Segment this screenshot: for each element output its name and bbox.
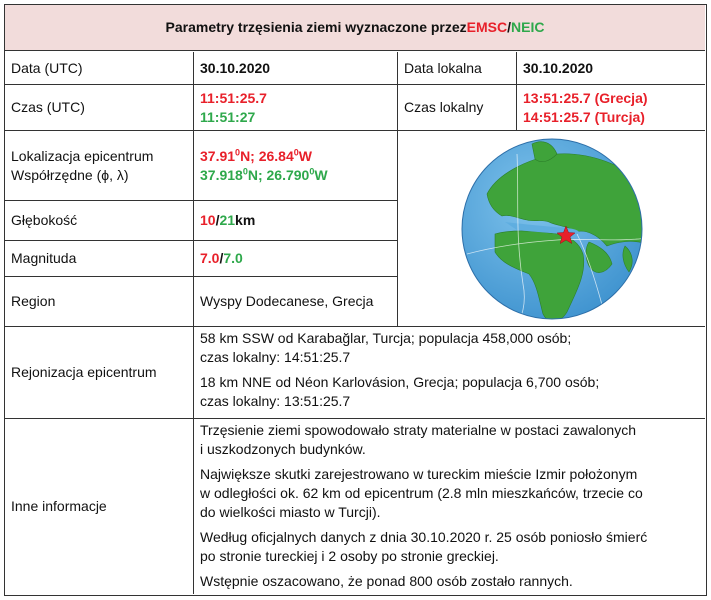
regionalization-label: Rejonizacja epicentrum (11, 364, 157, 380)
location-label: Lokalizacja epicentrum (11, 147, 154, 164)
time-emsc: 11:51:25.7 (200, 90, 267, 106)
region-value: Wyspy Dodecanese, Grecja (200, 293, 374, 309)
info-paragraph-injured: Wstępnie oszacowano, że ponad 800 osób zostało rannych. (200, 573, 573, 589)
header-neic: NEIC (511, 19, 545, 35)
date-label: Data (UTC) (11, 59, 83, 76)
magnitude-label: Magnituda (11, 250, 77, 266)
location-emsc: 37.91$^0$N; 26.84$^0$W (200, 146, 312, 164)
local-date-label-cell (398, 52, 517, 85)
location-label-cell (5, 131, 194, 201)
local-date-label: Data lokalna (404, 59, 482, 76)
magnitude-value-cell: 7.0 / 7.0 (194, 241, 398, 277)
location-value-cell (194, 131, 398, 201)
info-paragraph-damage: Trzęsienie ziemi spowodowało straty materialne w postaci zawalonych i uszkodzonych budynków. (200, 422, 637, 457)
regionalization-value-cell (194, 327, 705, 419)
local-date-value: 30.10.2020 (523, 59, 594, 76)
coordinates-label: Współrzędne (ϕ, λ) (11, 166, 129, 183)
time-neic: 11:51:27 (200, 109, 256, 125)
local-time-value-cell (517, 85, 705, 131)
magnitude-neic: 7.0 (223, 250, 243, 266)
header-emsc: EMSC (466, 19, 508, 35)
depth-label-cell (5, 201, 194, 241)
depth-value-cell: 10 / 21 km (194, 201, 398, 241)
region-label: Region (11, 293, 56, 309)
depth-unit: km (235, 212, 256, 228)
time-value-cell (194, 85, 398, 131)
date-value-cell (194, 52, 398, 85)
depth-neic: 21 (219, 212, 236, 228)
other-info-label-cell (5, 419, 194, 594)
header-title: Parametry trzęsienia ziemi wyznaczone przez (165, 19, 467, 35)
info-paragraph-casualties: Według oficjalnych danych z dnia 30.10.2020 r. 25 osób poniosło śmierć po stronie tureckiej i 2 osoby po stronie greckiej. (200, 529, 648, 564)
local-time-greece: 13:51:25.7 (Grecja) (523, 90, 648, 106)
regionalization-greece: 18 km NNE od Néon Karlovásion, Grecja; populacja 6,700 osób; czas lokalny: 13:51:25.7 (200, 374, 600, 409)
region-label-cell (5, 277, 194, 327)
info-paragraph-izmir: Największe skutki zarejestrowano w tureckim mieście Izmir położonym w odległości ok. 62 km od epicentrum (2.8 mln mieszkańców, trzecie co do wielkości miasto w Turcji). (200, 466, 643, 520)
other-info-label: Inne informacje (11, 498, 107, 514)
globe-cell (398, 131, 705, 327)
magnitude-emsc: 7.0 (200, 250, 220, 266)
other-info-value-cell (194, 419, 705, 594)
earthquake-parameters-table (4, 4, 707, 596)
local-date-value-cell (517, 52, 705, 85)
local-time-label: Czas lokalny (404, 99, 484, 115)
depth-emsc: 10 (200, 212, 216, 228)
date-label-cell (5, 52, 194, 85)
date-value: 30.10.2020 (200, 59, 271, 76)
time-label: Czas (UTC) (11, 99, 85, 115)
regionalization-label-cell (5, 327, 194, 419)
globe-map-image (457, 134, 647, 324)
header-sep: / (507, 19, 511, 35)
region-value-cell (194, 277, 398, 327)
table-header (5, 5, 705, 51)
regionalization-turkey: 58 km SSW od Karabağlar, Turcja; populacja 458,000 osób; czas lokalny: 14:51:25.7 (200, 330, 572, 365)
local-time-label-cell (398, 85, 517, 131)
time-label-cell (5, 85, 194, 131)
local-time-turkey: 14:51:25.7 (Turcja) (523, 109, 645, 125)
depth-label: Głębokość (11, 212, 78, 228)
magnitude-label-cell (5, 241, 194, 277)
location-neic: 37.918$^0$N; 26.790$^0$W (200, 165, 328, 183)
